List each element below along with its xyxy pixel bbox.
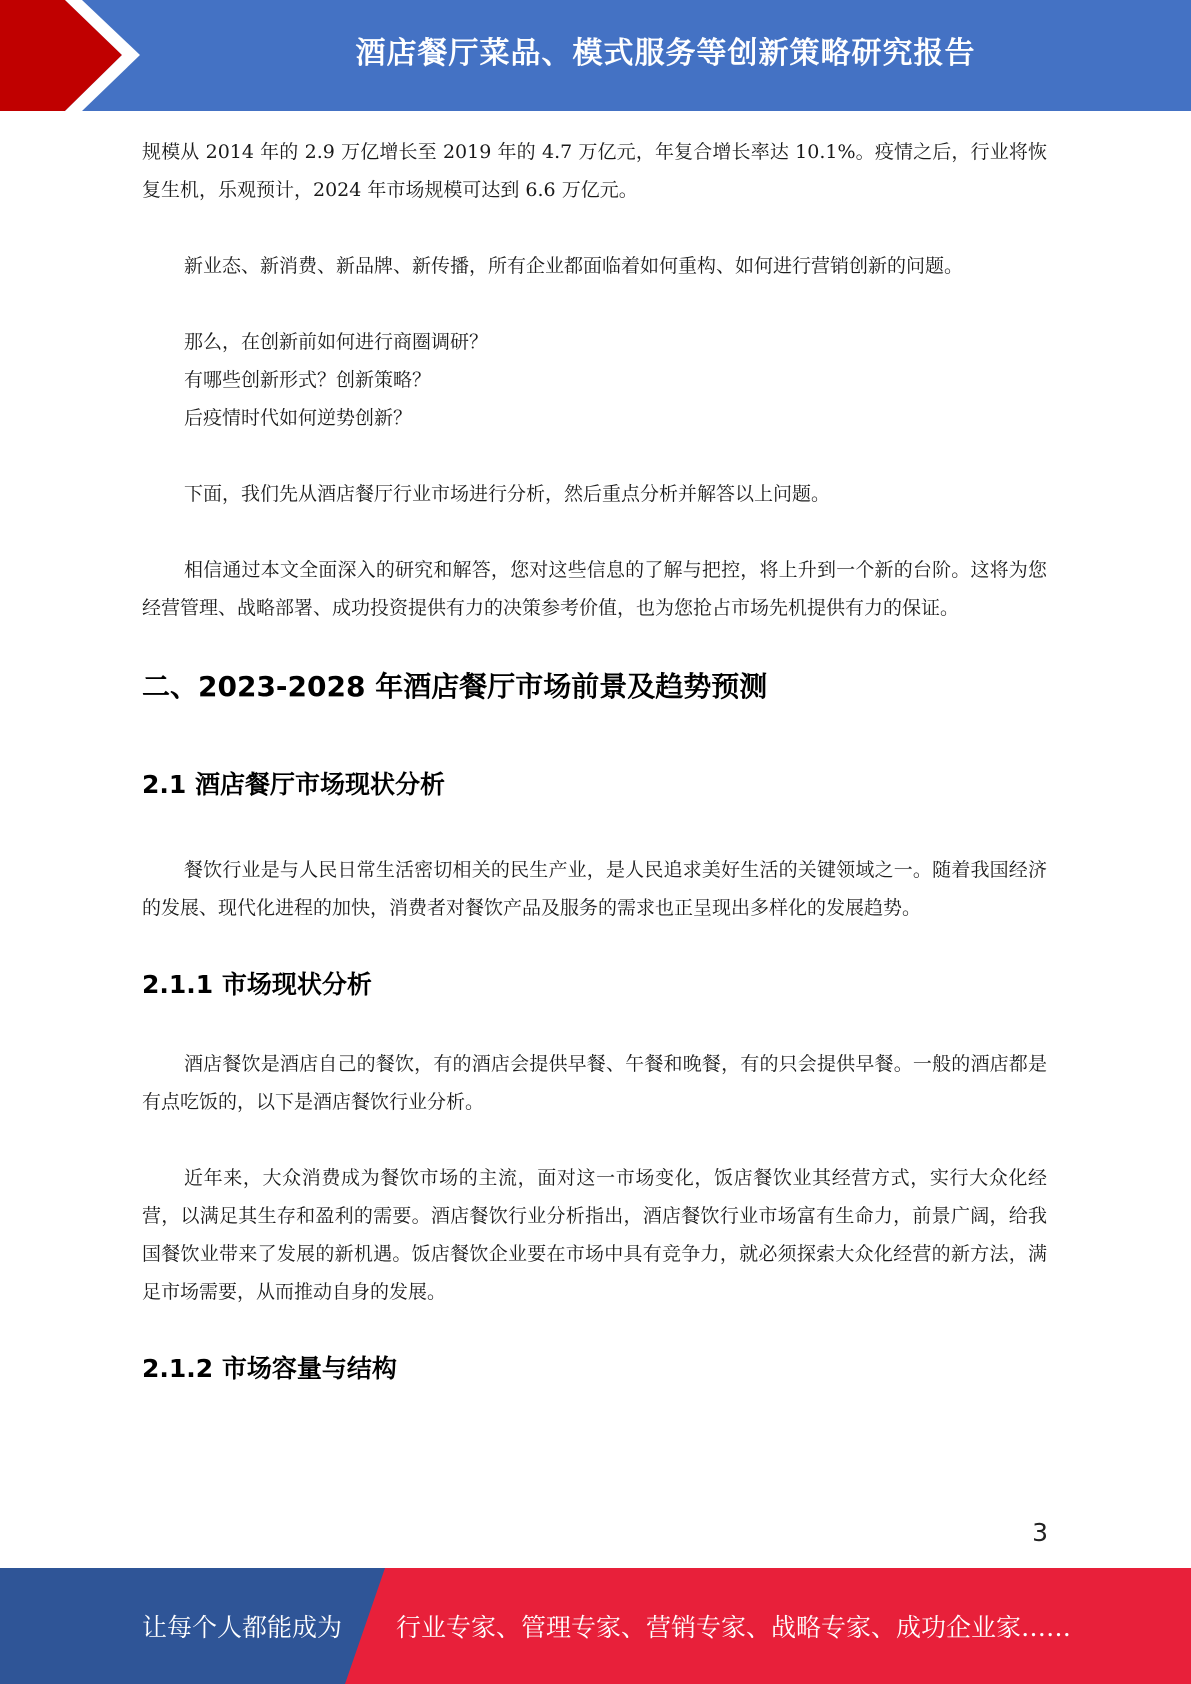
- footer-banner: [0, 1568, 1191, 1684]
- paragraph-market-size: 规模从 2014 年的 2.9 万亿增长至 2019 年的 4.7 万亿元，年复合增长率达 10.1%。疫情之后，行业将恢复生机，乐观预计，2024 年市场规模可达到 6.6 万亿元。: [142, 141, 1047, 201]
- paragraph-industry: 餐饮行业是与人民日常生活密切相关的民生产业，是人民追求美好生活的关键领域之一。随着我国经济的发展、现代化进程的加快，消费者对餐饮产品及服务的需求也正呈现出多样化的发展趋势。: [142, 859, 1047, 919]
- paragraph-mass-consumption: 近年来，大众消费成为餐饮市场的主流，面对这一市场变化，饭店餐饮业其经营方式，实行大众化经营，以满足其生存和盈利的需要。酒店餐饮行业分析指出，酒店餐饮行业市场富有生命力，前景广阔，给我国餐饮业带来了发展的新机遇。饭店餐饮企业要在市场中具有竞争力，就必须探索大众化经营的新方法，满足市场需要，从而推动自身的发展。: [142, 1167, 1047, 1303]
- report-title: 酒店餐厅菜品、模式服务等创新策略研究报告: [355, 36, 976, 71]
- heading-2-1-1: 2.1.1 市场现状分析: [142, 970, 372, 999]
- paragraph-new-trends: 新业态、新消费、新品牌、新传播，所有企业都面临着如何重构、如何进行营销创新的问题。: [184, 255, 964, 277]
- footer-slogan-right: 行业专家、管理专家、营销专家、战略专家、成功企业家……: [396, 1613, 1072, 1642]
- page-number: 3: [1032, 1518, 1048, 1547]
- page-content: [142, 133, 1047, 1385]
- header-banner: [0, 0, 1191, 111]
- footer-slogan-left: 让每个人都能成为: [142, 1613, 343, 1642]
- heading-2-1: 2.1 酒店餐厅市场现状分析: [142, 770, 445, 799]
- paragraph-value: 相信通过本文全面深入的研究和解答，您对这些信息的了解与把控，将上升到一个新的台阶。这将为您经营管理、战略部署、成功投资提供有力的决策参考价值，也为您抢占市场先机提供有力的保证。: [142, 559, 1047, 619]
- question-2: 有哪些创新形式？创新策略？: [184, 369, 432, 391]
- section-heading-2: 二、2023-2028 年酒店餐厅市场前景及趋势预测: [142, 670, 768, 703]
- question-3: 后疫情时代如何逆势创新？: [184, 407, 413, 429]
- heading-2-1-2: 2.1.2 市场容量与结构: [142, 1354, 397, 1383]
- paragraph-intro: 下面，我们先从酒店餐厅行业市场进行分析，然后重点分析并解答以上问题。: [184, 483, 831, 505]
- header-chevron-icon: [0, 0, 160, 111]
- paragraph-hotel-dining: 酒店餐饮是酒店自己的餐饮，有的酒店会提供早餐、午餐和晚餐，有的只会提供早餐。一般的酒店都是有点吃饭的，以下是酒店餐饮行业分析。: [142, 1053, 1047, 1113]
- question-1: 那么，在创新前如何进行商圈调研？: [184, 331, 489, 353]
